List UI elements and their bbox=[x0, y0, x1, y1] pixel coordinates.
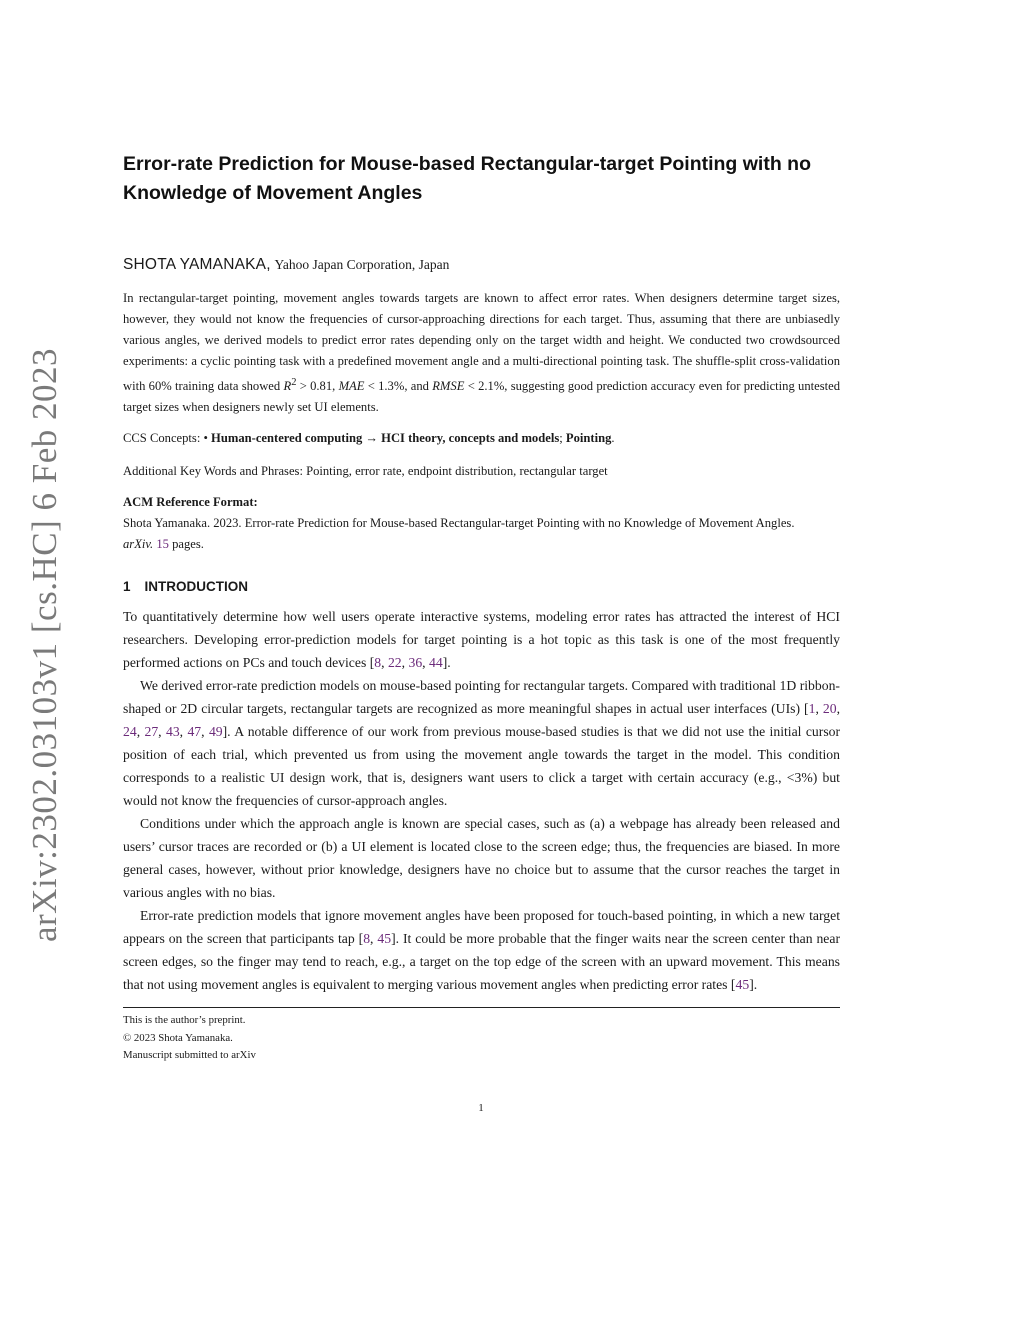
citation-link[interactable]: 45 bbox=[735, 977, 750, 993]
intro-paragraph-2: We derived error-rate prediction models on mouse-based pointing for rectangular targets. Compared with traditional 1D ribbon-shaped or 2D circular targets, rectangular targets are recognized as more meaningful shapes in actual user interfaces (UIs) [1, 20, 24, 27, 43, 47, 49]. A notable difference of our work from previous mouse-based studies is that we did not use the initial cursor position of each trial, which prevented us from using the movement angle towards the target in the model. This condition corresponds to a realistic UI design work, that is, designers want users to click a target with certain accuracy (e.g., <3%) but would not know the frequencies of cursor-approach angles. bbox=[123, 678, 841, 809]
author-name: SHOTA YAMANAKA, bbox=[123, 256, 271, 273]
intro-paragraph-1: To quantitatively determine how well users operate interactive systems, modeling error rates has attracted the interest of HCI researchers. Developing error-prediction models for target pointing is a hot topic as this task is one of the most frequently performed actions on PCs and touch devices [8, 22, 36, 44]. bbox=[123, 609, 840, 671]
intro-paragraph-4: Error-rate prediction models that ignore movement angles have been proposed for touch-based pointing, in which a new target appears on the screen that participants tap [8, 45]. It could be more probable that the finger waits near the screen center than near screen edges, so the finger may tend to reach, e.g., a target on the top edge of the screen with an upward movement. This means that not using movement angles is equivalent to merging various movement angles when predicting error rates [45]. bbox=[123, 908, 841, 993]
abstract-text-2: > 0.81, bbox=[296, 379, 339, 394]
section-title: INTRODUCTION bbox=[144, 579, 249, 595]
acm-reference-text: Shota Yamanaka. 2023. Error-rate Prediction for Mouse-based Rectangular-target Pointing with no Knowledge of Movement Angles. arXiv. 15 pages. bbox=[123, 516, 795, 552]
footnote-submission: Manuscript submitted to arXiv bbox=[123, 1049, 256, 1062]
citation-link[interactable]: 49 bbox=[208, 724, 223, 740]
footnote-divider bbox=[123, 1007, 840, 1008]
paper-title-line-1: Error-rate Prediction for Mouse-based Rectangular-target Pointing with no bbox=[123, 153, 811, 175]
citation-link[interactable]: 43 bbox=[165, 724, 180, 740]
page-number: 1 bbox=[478, 1102, 484, 1114]
ccs-concept: Human-centered computing → HCI theory, concepts and models bbox=[211, 431, 560, 446]
citation-link[interactable]: 24 bbox=[123, 724, 137, 740]
acm-reference-venue: arXiv. bbox=[123, 537, 154, 552]
abstract-text-1: In rectangular-target pointing, movement angles towards targets are known to affect error rates. When designers determine target sizes, however, they would not know the frequencies of cursor-approaching directions for each target. Thus, assuming that there are unbiasedly various angles, we derived models to predict error rates depending only on the target width and height. We conducted two crowdsourced experiments: a cyclic pointing task with a predefined movement angle and a multi-directional pointing task. The shuffle-split cross-validation with 60% training data showed bbox=[123, 291, 840, 394]
abstract bbox=[123, 288, 840, 418]
citation-link[interactable]: 36 bbox=[408, 655, 423, 671]
page-count-link[interactable]: 15 bbox=[156, 537, 169, 552]
intro-paragraph-3: Conditions under which the approach angle is known are special cases, such as (a) a webpage has already been released and users’ cursor traces are recorded or (b) a UI element is located close to the screen edge; thus, the frequencies are biased. In more general cases, however, without prior knowledge, designers have no choice but to assume that the cursor reaches the target in various angles with no bias. bbox=[123, 816, 840, 901]
acm-reference-format bbox=[123, 492, 840, 555]
ccs-prefix: CCS Concepts: • bbox=[123, 431, 212, 446]
r-squared-superscript: 2 bbox=[291, 377, 297, 388]
author-line bbox=[123, 255, 840, 275]
abstract-text-3: < 1.3%, and bbox=[364, 379, 433, 394]
section-heading-introduction bbox=[123, 577, 840, 597]
citation-link[interactable]: 27 bbox=[144, 724, 159, 740]
rmse-label: RMSE bbox=[432, 379, 465, 394]
abstract-text-4: < 2.1%, suggesting good prediction accuracy even for predicting untested target sizes when designers newly set UI elements. bbox=[123, 379, 841, 415]
ccs-end: . bbox=[611, 431, 615, 446]
footnote-preprint: This is the author’s preprint. bbox=[123, 1014, 246, 1027]
mae-label: MAE bbox=[338, 379, 365, 394]
ccs-concepts bbox=[123, 428, 840, 449]
citation-link[interactable]: 44 bbox=[429, 655, 443, 671]
arxiv-stamp bbox=[22, 347, 68, 943]
paper-title bbox=[123, 150, 840, 208]
acm-reference-heading: ACM Reference Format: bbox=[123, 495, 258, 510]
footnote-copyright: © 2023 Shota Yamanaka. bbox=[123, 1031, 233, 1044]
author-affiliation: Yahoo Japan Corporation, Japan bbox=[274, 257, 450, 272]
citation-link[interactable]: 22 bbox=[387, 655, 402, 671]
paper-page-content bbox=[123, 150, 840, 1065]
citation-link[interactable]: 8 bbox=[363, 931, 371, 947]
r-squared-symbol: R bbox=[283, 379, 292, 394]
section-number: 1 bbox=[123, 579, 131, 595]
paper-title-line-2: Knowledge of Movement Angles bbox=[123, 182, 423, 204]
footnotes bbox=[123, 1012, 840, 1065]
citation-link[interactable]: 8 bbox=[374, 655, 382, 671]
citation-link[interactable]: 45 bbox=[377, 931, 392, 947]
citation-link[interactable]: 20 bbox=[822, 701, 837, 717]
citation-link[interactable]: 47 bbox=[187, 724, 202, 740]
ccs-pointing: Pointing bbox=[565, 431, 612, 446]
citation-link[interactable]: 1 bbox=[808, 701, 816, 717]
ccs-separator: ; bbox=[559, 431, 566, 446]
keywords: Additional Key Words and Phrases: Pointing, error rate, endpoint distribution, rectangular target bbox=[123, 464, 608, 479]
arxiv-identifier: arXiv:2302.03103v1 [cs.HC] 6 Feb 2023 bbox=[25, 347, 65, 943]
